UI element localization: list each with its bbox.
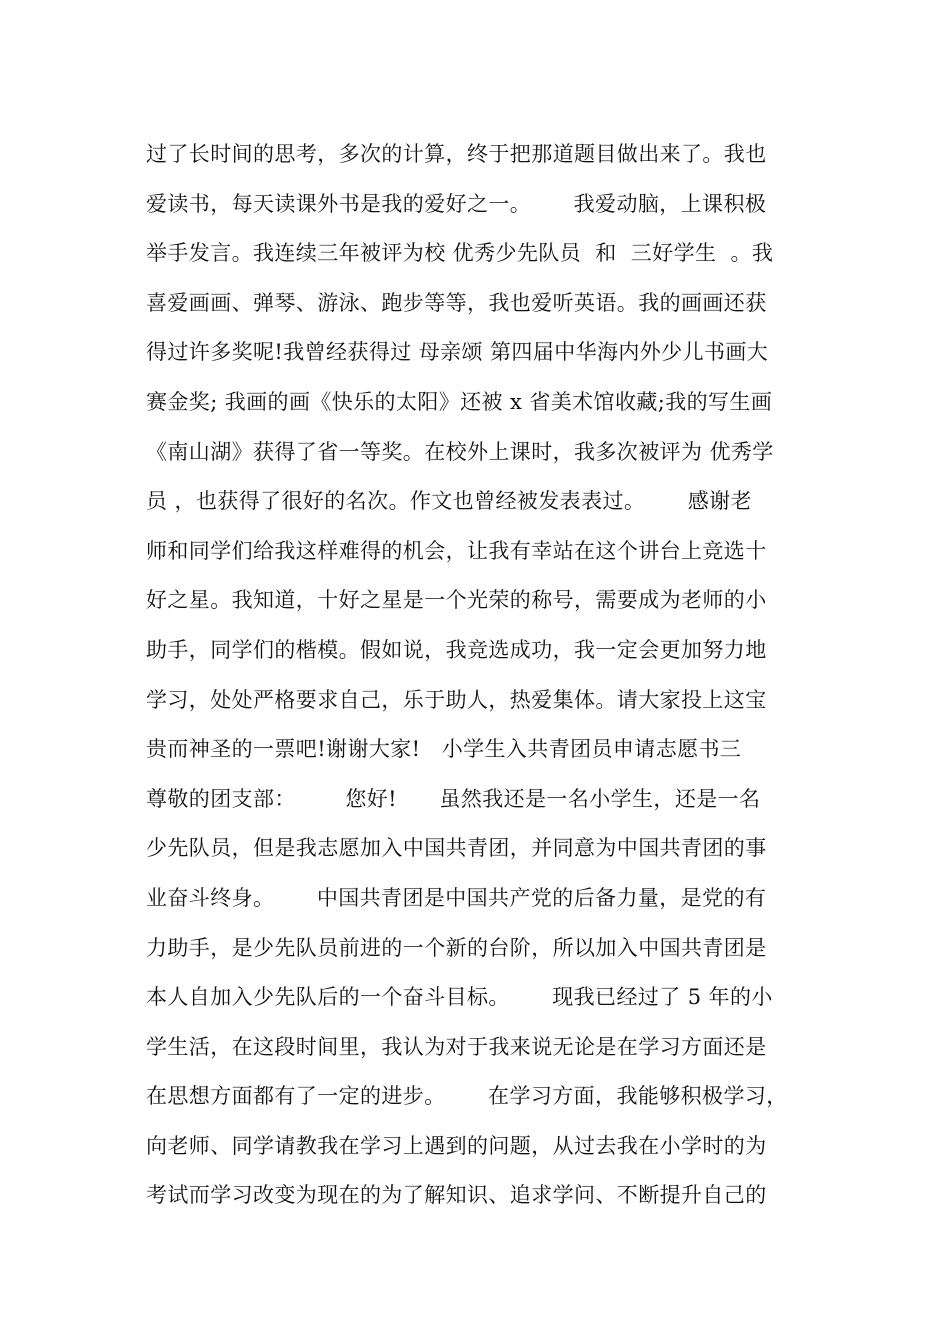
text-line-12: 学习，处处严格要求自己，乐于助人，热爱集体。请大家投上这宝: [146, 687, 767, 712]
text-line-7: 《南山湖》获得了省一等奖。在校外上课时，我多次被评为 优秀学: [146, 439, 774, 464]
body-text: [146, 130, 826, 1221]
text-line-8: 员 ，也获得了很好的名次。作文也曾经被发表表过。 感谢老: [146, 489, 752, 514]
text-line-13: 贵而神圣的一票吧!谢谢大家! 小学生入共青团员申请志愿书三: [146, 737, 742, 762]
text-line-6: 赛金奖; 我画的画《快乐的太阳》还被 x 省美术馆收藏;我的写生画: [146, 389, 773, 414]
text-line-3: 举手发言。我连续三年被评为校 优秀少先队员 和 三好学生 。我: [146, 241, 774, 266]
text-line-18: 本人自加入少先队后的一个奋斗目标。 现我已经过了 5 年的小: [146, 985, 773, 1010]
text-line-2: 爱读书，每天读课外书是我的爱好之一。 我爱动脑，上课积极: [146, 191, 767, 216]
text-line-10: 好之星。我知道，十好之星是一个光荣的称号，需要成为老师的小: [146, 588, 767, 613]
text-line-22: 考试而学习改变为现在的为了解知识、追求学问、不断提升自己的: [146, 1183, 767, 1208]
text-line-5: 得过许多奖呢!我曾经获得过 母亲颂 第四届中华海内外少儿书画大: [146, 340, 769, 365]
text-line-4: 喜爱画画、弹琴、游泳、跑步等等，我也爱听英语。我的画画还获: [146, 290, 767, 315]
text-line-1: 过了长时间的思考，多次的计算，终于把那道题目做出来了。我也: [146, 142, 767, 166]
text-line-19: 学生活，在这段时间里，我认为对于我来说无论是在学习方面还是: [146, 1034, 767, 1059]
text-line-9: 师和同学们给我这样难得的机会，让我有幸站在这个讲台上竞选十: [146, 538, 767, 563]
text-line-16: 业奋斗终身。 中国共青团是中国共产党的后备力量，是党的有: [146, 885, 767, 910]
text-line-15: 少先队员，但是我志愿加入中国共青团，并同意为中国共青团的事: [146, 836, 767, 861]
text-line-17: 力助手，是少先队员前进的一个新的台阶，所以加入中国共青团是: [146, 935, 767, 960]
text-line-21: 向老师、同学请教我在学习上遇到的问题，从过去我在小学时的为: [146, 1133, 767, 1158]
text-line-14: 尊敬的团支部： 您好! 虽然我还是一名小学生，还是一名: [146, 786, 761, 811]
text-line-20: 在思想方面都有了一定的进步。 在学习方面，我能够积极学习，: [146, 1084, 788, 1109]
text-line-11: 助手，同学们的楷模。假如说，我竞选成功，我一定会更加努力地: [146, 637, 767, 662]
